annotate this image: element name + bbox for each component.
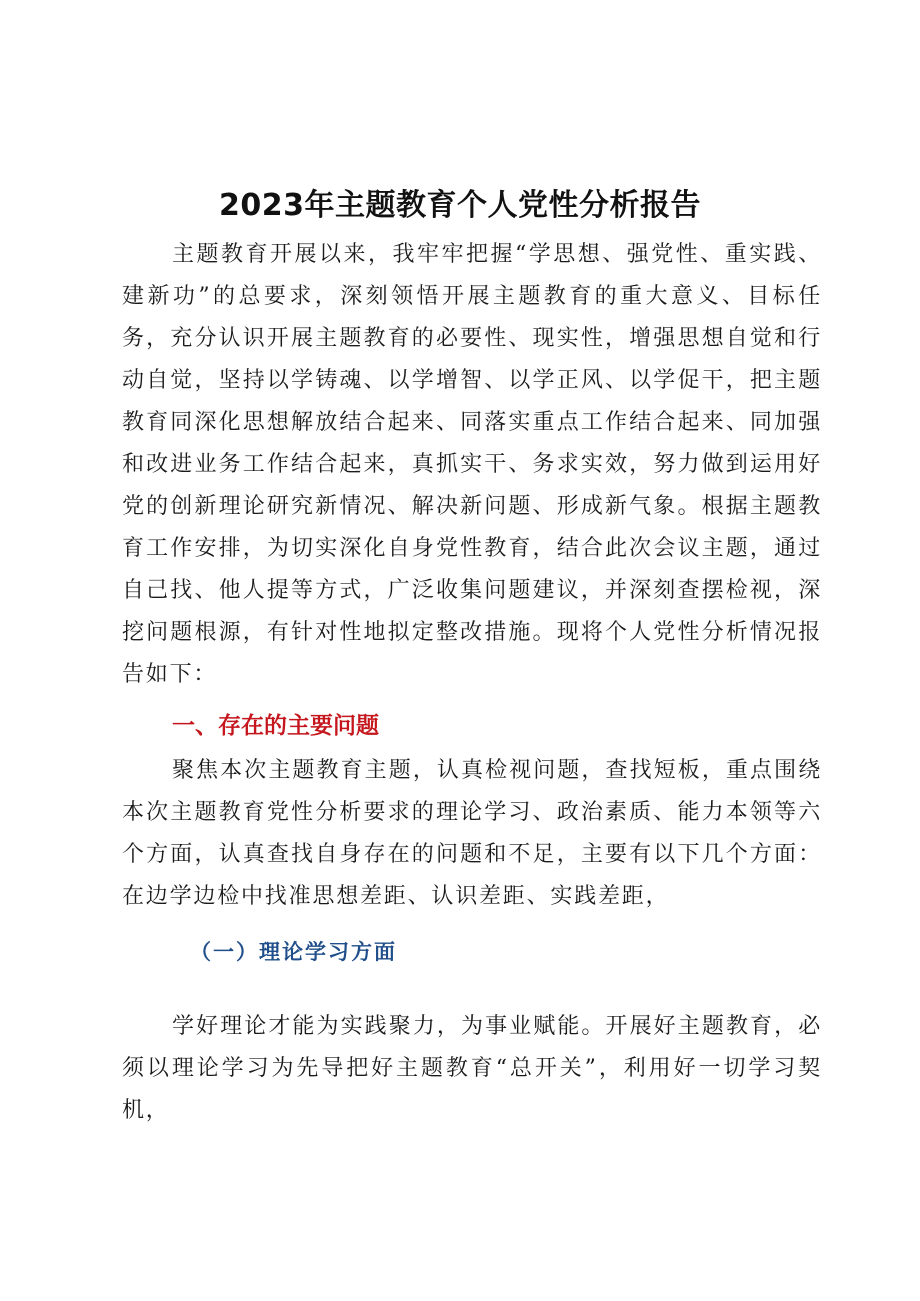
subsection-paragraph-theory-study: 学好理论才能为实践聚力，为事业赋能。开展好主题教育，必须以理论学习为先导把好主题教育“总开关”，利用好一切学习契机， (122, 1014, 822, 1123)
section-heading-main-problems: 一、存在的主要问题 (172, 713, 379, 739)
section-paragraph-main-problems: 聚焦本次主题教育主题，认真检视问题，查找短板，重点围绕本次主题教育党性分析要求的理论学习、政治素质、能力本领等六个方面，认真查找自身存在的问题和不足，主要有以下几个方面：在边学边检中找准思想差距、认识差距、实践差距， (122, 758, 822, 909)
subsection-heading-theory-study: （一）理论学习方面 (190, 939, 397, 964)
intro-paragraph: 主题教育开展以来，我牢牢把握“学思想、强党性、重实践、建新功”的总要求，深刻领悟开展主题教育的重大意义、目标任务，充分认识开展主题教育的必要性、现实性，增强思想自觉和行动自觉，坚持以学铸魂、以学增智、以学正风、以学促干，把主题教育同深化思想解放结合起来、同落实重点工作结合起来、同加强和改进业务工作结合起来，真抓实干、务求实效，努力做到运用好党的创新理论研究新情况、解决新问题、形成新气象。根据主题教育工作安排，为切实深化自身党性教育，结合此次会议主题，通过自己找、他人提等方式，广泛收集问题建议，并深刻查摆检视，深挖问题根源，有针对性地拟定整改措施。现将个人党性分析情况报告如下： (122, 242, 822, 687)
document-title: 2023年主题教育个人党性分析报告 (219, 188, 701, 224)
